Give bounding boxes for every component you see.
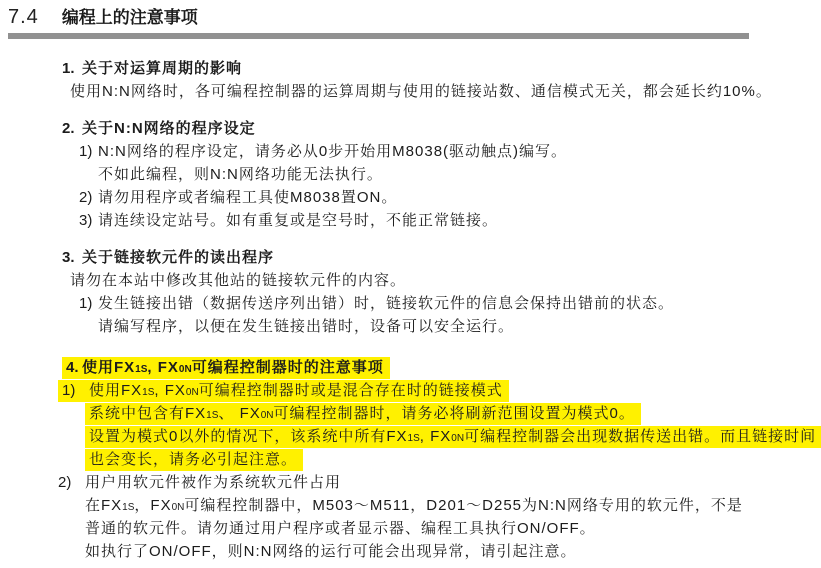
- continuation-line: [0, 425, 821, 448]
- section: [0, 117, 821, 232]
- text-segment: 发生链接出错（数据传送序列出错）时，链接软元件的信息会保持出错前的状态。: [98, 295, 675, 312]
- text-segment: 在FX: [85, 497, 123, 514]
- text-segment: 、 FX: [218, 405, 261, 422]
- line-text: [85, 543, 577, 560]
- text-segment: 也会变长，请务必引起注意。: [89, 451, 298, 468]
- section: [0, 246, 821, 338]
- text-segment: 关于对运算周期的影响: [82, 60, 243, 77]
- body-line: [0, 269, 821, 292]
- text-segment: 请编写程序，以便在发生链接出错时，设备可以安全运行。: [98, 318, 515, 335]
- text-segment: 用户用软元件被作为系统软元件占用: [85, 474, 342, 491]
- item-number: 1): [79, 295, 93, 312]
- page-title: 编程上的注意事项: [61, 8, 198, 27]
- text-segment: , FX: [154, 382, 186, 399]
- text-segment: 普通的软元件。请勿通过用户程序或者显示器、编程工具执行ON/OFF。: [85, 520, 596, 537]
- text-segment: 请勿用程序或者编程工具使M8038置ON。: [98, 189, 398, 206]
- highlight: [85, 403, 641, 425]
- section-number: 1.: [62, 60, 75, 77]
- text-segment: 关于N:N网络的程序设定: [82, 120, 256, 137]
- text-segment: 设置为模式0以外的情况下，该系统中所有FX: [89, 428, 408, 445]
- text-segment: N:N网络的程序设定，请务必从0步开始用M8038(驱动触点)编写。: [98, 143, 568, 160]
- section-heading: [0, 117, 821, 140]
- line-text: [85, 520, 596, 537]
- text-segment: 不如此编程，则N:N网络功能无法执行。: [98, 166, 383, 183]
- text-segment: , FX: [147, 359, 179, 376]
- heading-text: [62, 120, 256, 137]
- item-number: 2): [79, 189, 93, 206]
- list-item-line: [0, 209, 821, 232]
- text-segment: 可编程控制器时的注意事项: [191, 359, 384, 376]
- text-segment: 使用FX: [89, 382, 143, 399]
- item-number: 1): [79, 143, 93, 160]
- text-segment: 可编程控制器会出现数据传送出错。而且链接时间: [464, 428, 817, 445]
- list-item-line: [0, 379, 821, 402]
- continuation-line: [0, 402, 821, 425]
- subscript-text: 0N: [260, 410, 274, 421]
- subscript-text: 1S: [122, 502, 135, 513]
- section: [0, 356, 821, 563]
- subscript-text: 1S: [135, 364, 148, 375]
- continuation-line: [0, 494, 821, 517]
- subscript-text: 0N: [185, 387, 199, 398]
- text-segment: 关于链接软元件的读出程序: [82, 249, 275, 266]
- line-text: [79, 143, 567, 160]
- subscript-text: 1S: [142, 387, 155, 398]
- text-segment: , FX: [419, 428, 452, 445]
- continuation-line: [0, 315, 821, 338]
- list-item-line: [0, 471, 821, 494]
- heading-text: [62, 60, 242, 77]
- subscript-text: 1S: [407, 433, 420, 444]
- section-heading: [0, 356, 821, 379]
- list-item-line: [0, 292, 821, 315]
- section-number: 3.: [62, 249, 75, 266]
- highlight: [85, 449, 303, 471]
- item-number: 3): [79, 212, 93, 229]
- section-heading: [0, 246, 821, 269]
- text-segment: 可编程控制器时或是混合存在时的链接模式: [198, 382, 503, 399]
- subscript-text: 1S: [206, 410, 219, 421]
- continuation-line: [0, 517, 821, 540]
- continuation-line: [0, 540, 821, 563]
- line-text: [79, 212, 498, 229]
- title-rule: [8, 33, 749, 39]
- text-segment: ，FX: [134, 497, 172, 514]
- line-text: [98, 166, 383, 183]
- line-text: [85, 497, 743, 514]
- subscript-text: 0N: [178, 364, 192, 375]
- line-text: [58, 474, 341, 491]
- line-text: [79, 189, 397, 206]
- text-segment: 可编程控制器时，请务必将刷新范围设置为模式0。: [273, 405, 635, 422]
- continuation-line: [0, 163, 821, 186]
- subscript-text: 0N: [451, 433, 465, 444]
- item-number: 2): [58, 474, 72, 491]
- text-segment: 系统中包含有FX: [89, 405, 207, 422]
- chapter-number: 7.4: [8, 6, 39, 28]
- subscript-text: 0N: [171, 502, 185, 513]
- section-number: 4.: [66, 359, 79, 376]
- body-line: [0, 80, 821, 103]
- line-text: [79, 295, 674, 312]
- text-segment: 如执行了ON/OFF，则N:N网络的运行可能会出现异常，请引起注意。: [85, 543, 577, 560]
- line-text: [70, 83, 772, 100]
- text-segment: 可编程控制器中，M503～M511，D201～D255为N:N网络专用的软元件，不是: [184, 497, 743, 514]
- text-segment: 请勿在本站中修改其他站的链接软元件的内容。: [70, 272, 407, 289]
- section-number: 2.: [62, 120, 75, 137]
- text-segment: 请连续设定站号。如有重复或是空号时，不能正常链接。: [98, 212, 499, 229]
- item-number: 1): [62, 382, 76, 399]
- heading-text: [62, 249, 274, 266]
- highlight: [58, 380, 509, 402]
- section-title-row: [8, 3, 198, 29]
- section: [0, 57, 821, 103]
- section-heading: [0, 57, 821, 80]
- list-item-line: [0, 140, 821, 163]
- highlight: [85, 426, 821, 448]
- line-text: [70, 272, 406, 289]
- line-text: [98, 318, 514, 335]
- document-body: [0, 55, 821, 563]
- text-segment: 使用FX: [82, 359, 136, 376]
- list-item-line: [0, 186, 821, 209]
- text-segment: 使用N:N网络时，各可编程控制器的运算周期与使用的链接站数、通信模式无关，都会延长约10%。: [70, 83, 772, 100]
- highlight: [62, 357, 390, 379]
- continuation-line: [0, 448, 821, 471]
